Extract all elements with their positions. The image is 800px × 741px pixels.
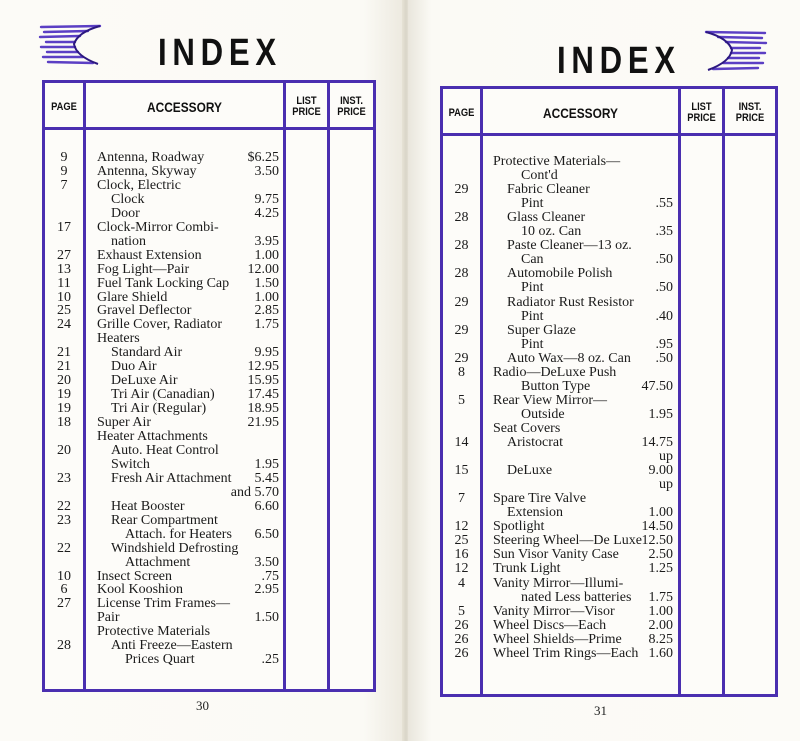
- row-list-price: 14.50: [641, 519, 673, 535]
- table-row: [443, 155, 775, 169]
- table-row: [45, 583, 373, 597]
- header-inst-price: INST. PRICE: [337, 95, 366, 118]
- row-page-number: 12: [454, 561, 469, 577]
- row-list-price: .50: [655, 252, 673, 268]
- row-accessory: DeLuxe Air: [111, 373, 178, 389]
- row-page-number: 10: [57, 289, 71, 305]
- table-row: [45, 388, 373, 402]
- table-row: [45, 402, 373, 416]
- row-list-price: 1.75: [648, 589, 673, 605]
- row-accessory: Grille Cover, Radiator: [97, 317, 223, 333]
- row-accessory: Outside: [521, 406, 565, 422]
- row-list-price: 2.50: [648, 547, 673, 563]
- header-page: PAGE: [51, 101, 77, 113]
- row-page-number: 9: [60, 163, 68, 179]
- table-row: [443, 422, 775, 436]
- row-list-price: 1.00: [254, 289, 279, 305]
- table-row: [45, 221, 373, 235]
- row-page-number: 29: [454, 350, 469, 366]
- index-table: [42, 80, 376, 692]
- row-page-number: 26: [454, 645, 469, 661]
- row-list-price: 3.50: [254, 163, 279, 179]
- row-accessory: Heater Attachments: [97, 429, 208, 444]
- row-accessory: Paste Cleaner—13 oz.: [507, 238, 632, 254]
- row-page-number: 20: [57, 373, 71, 389]
- row-accessory: License Trim Frames—: [97, 596, 230, 612]
- row-accessory: Attach. for Heaters: [125, 526, 232, 542]
- row-page-number: 29: [454, 182, 469, 198]
- row-page-number: 11: [57, 275, 71, 291]
- row-accessory: Glare Shield: [97, 289, 168, 305]
- row-list-price: .55: [655, 196, 673, 212]
- table-row: [443, 520, 775, 534]
- table-row: [443, 605, 775, 619]
- row-accessory: nated Less batteries: [521, 589, 632, 605]
- row-page-number: 26: [454, 617, 469, 633]
- row-page-number: 13: [57, 261, 71, 277]
- row-page-number: 14: [454, 435, 469, 450]
- table-row: [443, 183, 775, 197]
- table-row: [45, 263, 373, 277]
- row-accessory: Can: [521, 252, 544, 268]
- row-accessory: Prices Quart: [125, 652, 195, 668]
- table-row: [45, 235, 373, 249]
- right-page: [408, 0, 800, 741]
- row-page-number: 10: [57, 568, 71, 584]
- table-row: [443, 197, 775, 211]
- row-accessory: Gravel Deflector: [97, 303, 192, 319]
- row-accessory: Pair: [97, 610, 120, 626]
- table-row: [45, 193, 373, 207]
- table-row: [443, 281, 775, 295]
- row-page-number: 18: [57, 415, 71, 431]
- row-accessory: Super Air: [97, 415, 152, 431]
- row-accessory: Auto Wax—8 oz. Can: [507, 350, 631, 366]
- header-inst-price: INST. PRICE: [735, 101, 765, 124]
- row-accessory: Rear Compartment: [111, 512, 218, 528]
- row-list-price: 12.00: [247, 261, 279, 277]
- row-accessory: Switch: [111, 456, 150, 472]
- row-accessory: Extension: [507, 505, 563, 521]
- row-page-number: 27: [57, 596, 71, 612]
- row-list-price: 1.50: [254, 275, 279, 291]
- table-row: [45, 360, 373, 374]
- row-list-price: 4.25: [254, 205, 279, 221]
- table-row: [45, 179, 373, 193]
- row-list-price: 1.00: [254, 247, 279, 263]
- row-list-price: .40: [655, 308, 673, 324]
- table-row: [443, 647, 775, 661]
- row-list-price: 1.00: [648, 505, 673, 521]
- speed-lines-logo-icon: [698, 28, 768, 74]
- row-accessory: Wheel Discs—Each: [493, 617, 607, 633]
- header-list-price: LIST PRICE: [687, 101, 716, 124]
- table-row: [45, 304, 373, 318]
- row-page-number: 23: [57, 512, 71, 528]
- table-row: [443, 253, 775, 267]
- table-row: [443, 577, 775, 591]
- row-accessory: Cont'd: [521, 168, 558, 184]
- row-accessory: Steering Wheel—De Luxe: [493, 533, 643, 549]
- row-accessory: Kool Kooshion: [97, 582, 183, 598]
- header-accessory: ACCESSORY: [543, 105, 618, 121]
- header-list-price: LIST PRICE: [292, 95, 321, 118]
- row-accessory: Trunk Light: [493, 561, 561, 577]
- row-accessory: Clock-Mirror Combi-: [97, 219, 219, 235]
- row-page-number: 12: [454, 519, 469, 535]
- header-accessory: ACCESSORY: [147, 99, 222, 115]
- row-accessory: Fog Light—Pair: [97, 261, 190, 277]
- row-page-number: 9: [60, 150, 68, 165]
- table-row: [443, 338, 775, 352]
- row-accessory: Wheel Shields—Prime: [493, 631, 622, 647]
- row-list-price: 1.95: [254, 456, 279, 472]
- table-row: [443, 296, 775, 310]
- table-row: [45, 639, 373, 653]
- row-page-number: 5: [458, 392, 465, 408]
- table-row: [45, 486, 373, 500]
- row-accessory: Clock, Electric: [97, 177, 181, 193]
- row-accessory: DeLuxe: [507, 463, 553, 479]
- row-list-price: 1.25: [648, 561, 673, 577]
- page-title: INDEX: [557, 40, 681, 82]
- row-list-price: 2.95: [254, 582, 279, 598]
- table-row: [443, 591, 775, 605]
- table-row: [443, 548, 775, 562]
- row-page-number: 21: [57, 345, 71, 361]
- row-page-number: 19: [57, 387, 71, 403]
- table-row: [45, 528, 373, 542]
- row-list-price: 21.95: [247, 415, 279, 431]
- table-row: [443, 619, 775, 633]
- row-page-number: 20: [57, 442, 71, 458]
- row-list-price: .50: [655, 280, 673, 296]
- row-accessory: Exhaust Extension: [97, 247, 202, 263]
- row-accessory: Glass Cleaner: [507, 210, 586, 226]
- table-row: [443, 408, 775, 422]
- table-row: [443, 506, 775, 520]
- row-list-price: 5.45: [254, 470, 279, 486]
- row-accessory: Standard Air: [111, 345, 183, 361]
- table-row: [443, 464, 775, 478]
- row-accessory: Wheel Trim Rings—Each: [493, 645, 639, 661]
- row-accessory: Radio—DeLuxe Push: [493, 364, 617, 380]
- row-list-price: up: [659, 477, 673, 493]
- table-row: [443, 352, 775, 366]
- row-page-number: 17: [57, 219, 71, 235]
- table-row: [45, 332, 373, 346]
- page-title: INDEX: [158, 32, 282, 74]
- table-row: [443, 267, 775, 281]
- table-row: [45, 416, 373, 430]
- row-page-number: 8: [458, 364, 465, 380]
- row-accessory: Spare Tire Valve: [493, 491, 587, 507]
- row-accessory: Radiator Rust Resistor: [507, 294, 634, 310]
- row-list-price: and 5.70: [230, 484, 279, 500]
- row-accessory: Heaters: [97, 331, 140, 347]
- row-accessory: Seat Covers: [493, 420, 561, 436]
- table-row: [45, 570, 373, 584]
- row-list-price: 1.75: [254, 317, 279, 333]
- row-accessory: Anti Freeze—Eastern: [111, 638, 233, 654]
- table-row: [45, 500, 373, 514]
- row-accessory: Door: [111, 205, 140, 221]
- row-accessory: Duo Air: [111, 359, 157, 375]
- row-page-number: 28: [454, 210, 469, 226]
- table-row: [443, 436, 775, 450]
- row-list-price: 1.50: [254, 610, 279, 626]
- table-row: [443, 492, 775, 506]
- row-accessory: Windshield Defrosting: [111, 540, 239, 556]
- row-page-number: 6: [60, 582, 68, 598]
- row-page-number: 7: [458, 491, 465, 507]
- table-row: [45, 291, 373, 305]
- row-list-price: .35: [655, 224, 673, 240]
- row-accessory: Super Glaze: [507, 322, 576, 338]
- row-list-price: 3.95: [254, 233, 279, 249]
- table-row: [45, 346, 373, 360]
- row-page-number: 27: [57, 247, 71, 263]
- row-accessory: Pint: [521, 336, 544, 352]
- header-page: PAGE: [448, 107, 475, 119]
- row-page-number: 21: [57, 359, 71, 375]
- table-row: [443, 225, 775, 239]
- speed-lines-logo-icon: [38, 22, 108, 68]
- row-accessory: Pint: [521, 308, 544, 324]
- row-page-number: 5: [458, 603, 465, 619]
- row-accessory: Pint: [521, 280, 544, 296]
- table-row: [443, 169, 775, 183]
- row-list-price: 14.75: [641, 435, 673, 450]
- row-accessory: Sun Visor Vanity Case: [493, 547, 619, 563]
- row-list-price: 6.60: [254, 498, 279, 514]
- table-row: [45, 625, 373, 639]
- row-accessory: Fresh Air Attachment: [111, 470, 232, 486]
- row-accessory: Antenna, Skyway: [97, 163, 197, 179]
- row-accessory: Aristocrat: [507, 435, 563, 450]
- row-list-price: 9.00: [648, 463, 673, 479]
- row-list-price: .50: [655, 350, 673, 366]
- row-list-price: 9.95: [254, 345, 279, 361]
- table-row: [45, 458, 373, 472]
- row-list-price: 17.45: [247, 387, 279, 403]
- row-page-number: 7: [60, 177, 68, 193]
- row-list-price: 47.50: [641, 378, 673, 394]
- row-page-number: 29: [454, 294, 469, 310]
- table-row: [45, 653, 373, 667]
- row-list-price: 18.95: [247, 401, 279, 417]
- table-row: [45, 556, 373, 570]
- table-row: [45, 542, 373, 556]
- table-row: [45, 514, 373, 528]
- row-page-number: 23: [57, 470, 71, 486]
- table-row: [45, 318, 373, 332]
- row-accessory: Heat Booster: [111, 498, 185, 514]
- row-list-price: 8.25: [648, 631, 673, 647]
- row-accessory: Fuel Tank Locking Cap: [97, 275, 230, 291]
- row-accessory: Protective Materials: [97, 624, 211, 640]
- row-accessory: Vanity Mirror—Visor: [493, 603, 615, 619]
- row-page-number: 19: [57, 401, 71, 417]
- page-number: 31: [594, 703, 607, 718]
- row-accessory: Antenna, Roadway: [97, 150, 205, 165]
- row-list-price: 1.00: [648, 603, 673, 619]
- row-page-number: 26: [454, 631, 469, 647]
- table-row: [45, 444, 373, 458]
- table-row: [443, 380, 775, 394]
- row-page-number: 22: [57, 498, 71, 514]
- row-list-price: .25: [261, 652, 279, 668]
- row-page-number: 15: [454, 463, 469, 479]
- row-page-number: 4: [458, 575, 465, 591]
- row-list-price: up: [659, 449, 673, 465]
- row-accessory: nation: [111, 233, 146, 249]
- table-row: [443, 534, 775, 548]
- table-row: [443, 394, 775, 408]
- row-list-price: 9.75: [254, 191, 279, 207]
- row-page-number: 29: [454, 322, 469, 338]
- row-page-number: 25: [454, 533, 469, 549]
- row-list-price: 12.95: [247, 359, 279, 375]
- table-row: [443, 211, 775, 225]
- table-row: [45, 374, 373, 388]
- table-row: [45, 611, 373, 625]
- row-page-number: 16: [454, 547, 469, 563]
- row-accessory: Auto. Heat Control: [111, 442, 219, 458]
- table-row: [443, 310, 775, 324]
- row-list-price: .75: [261, 568, 279, 584]
- table-row: [45, 430, 373, 444]
- table-row: [443, 562, 775, 576]
- row-page-number: 28: [454, 238, 469, 254]
- row-accessory: Clock: [111, 191, 145, 207]
- row-list-price: 6.50: [254, 526, 279, 542]
- table-row: [45, 165, 373, 179]
- table-row: [443, 239, 775, 253]
- table-row: [45, 151, 373, 165]
- row-accessory: Spotlight: [493, 519, 545, 535]
- row-page-number: 22: [57, 540, 71, 556]
- table-row: [45, 249, 373, 263]
- row-page-number: 28: [454, 266, 469, 282]
- table-row: [45, 277, 373, 291]
- row-page-number: 25: [57, 303, 71, 319]
- row-accessory: Rear View Mirror—: [493, 392, 607, 408]
- table-row: [443, 478, 775, 492]
- row-list-price: 15.95: [247, 373, 279, 389]
- row-list-price: 3.50: [254, 554, 279, 570]
- table-row: [45, 207, 373, 221]
- row-list-price: $6.25: [247, 150, 279, 165]
- page-number: 30: [196, 698, 209, 713]
- row-accessory: Pint: [521, 196, 544, 212]
- row-accessory: Fabric Cleaner: [507, 182, 590, 198]
- row-list-price: 1.95: [648, 406, 673, 422]
- row-accessory: Tri Air (Canadian): [111, 387, 215, 403]
- row-accessory: Attachment: [125, 554, 191, 570]
- row-accessory: Insect Screen: [97, 568, 173, 584]
- row-accessory: Vanity Mirror—Illumi-: [493, 575, 624, 591]
- table-row: [45, 597, 373, 611]
- row-page-number: 28: [57, 638, 71, 654]
- table-row: [443, 450, 775, 464]
- row-accessory: 10 oz. Can: [521, 224, 582, 240]
- row-accessory: Automobile Polish: [507, 266, 613, 282]
- index-table: [440, 86, 778, 697]
- table-row: [443, 324, 775, 338]
- table-row: [443, 366, 775, 380]
- row-list-price: 1.60: [648, 645, 673, 661]
- row-list-price: 2.85: [254, 303, 279, 319]
- table-row: [443, 633, 775, 647]
- row-list-price: .95: [655, 336, 673, 352]
- row-list-price: 12.50: [641, 533, 673, 549]
- row-accessory: Button Type: [521, 378, 591, 394]
- row-accessory: Tri Air (Regular): [111, 401, 207, 417]
- table-row: [45, 472, 373, 486]
- row-accessory: Protective Materials—: [493, 154, 621, 169]
- row-list-price: 2.00: [648, 617, 673, 633]
- row-page-number: 24: [57, 317, 71, 333]
